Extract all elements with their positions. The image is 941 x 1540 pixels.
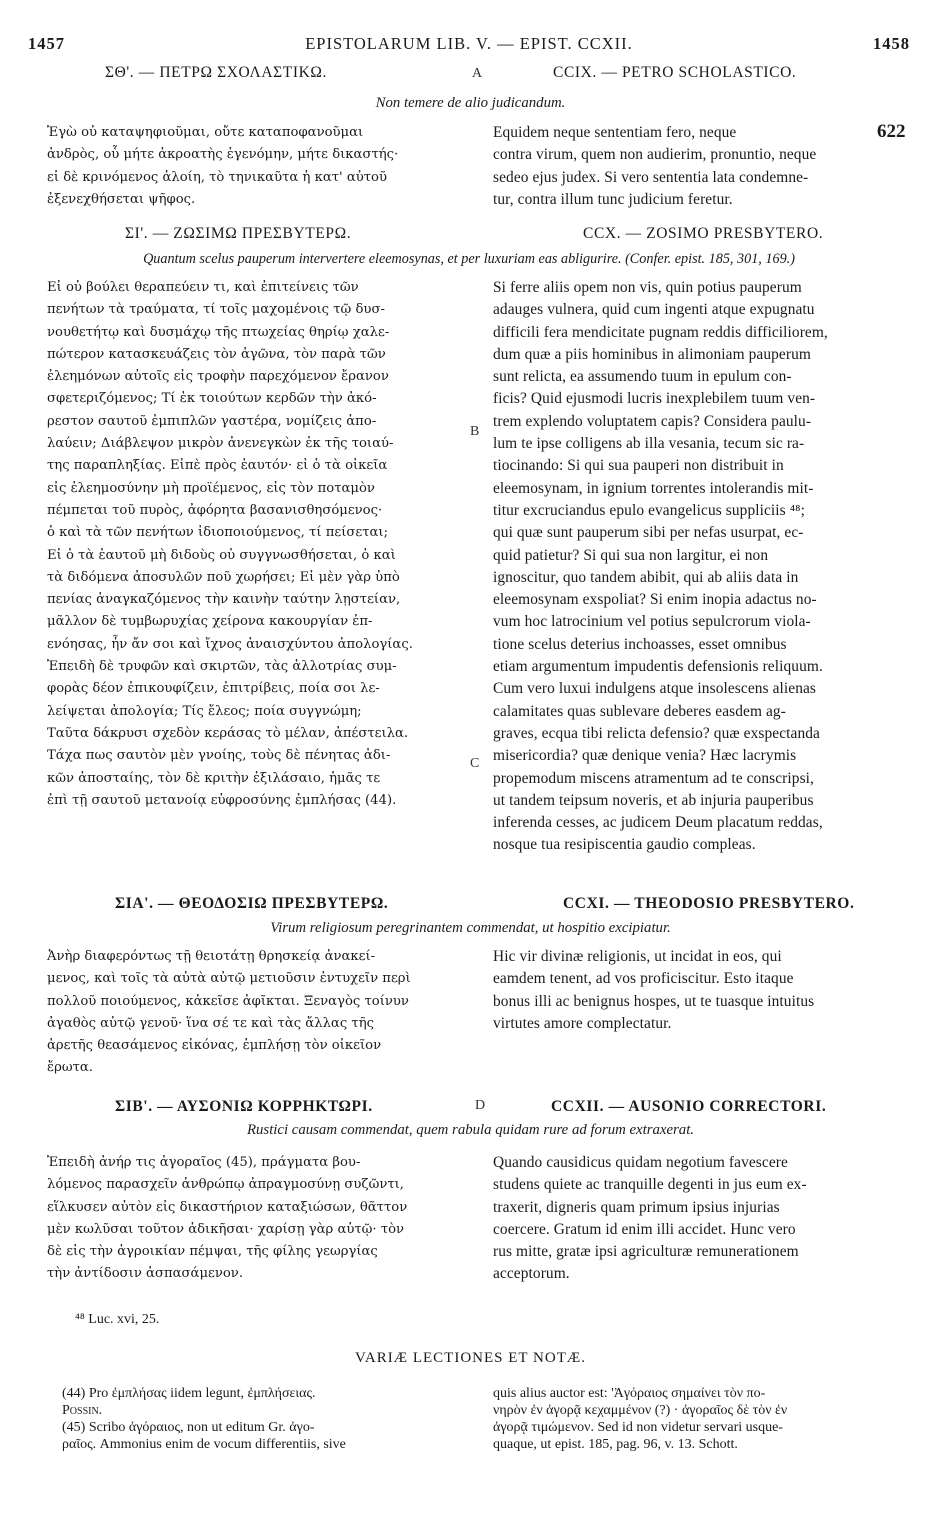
text-line: virtutes amore complectatur. [493,1014,672,1032]
note-line: quaque, ut epist. 185, pag. 96, v. 13. Schott. [493,1437,738,1452]
text-line: sedeo ejus judex. Si vero sententia lata condemne- [493,168,809,186]
notes-heading: VARIÆ LECTIONES ET NOTÆ. [355,1350,586,1366]
letter-212-latin-text [493,1152,903,1286]
text-line: adauges vulnera, quid cum ingenti atque expugnatu [493,301,815,319]
text-line: Εἰ οὐ βούλει θεραπεύειν τι, καὶ ἐπιτείνεις τῶν [47,280,359,295]
text-line: νουθετήτῳ καὶ δυσμάχῳ τῆς πτωχείας θηρίῳ χαλε- [47,324,390,340]
text-line: πενήτων τὰ τραύματα, τί τοῖς μαχομένοις τῷ δυσ- [47,302,385,318]
text-line: tione scelus deterius inchoasses, esset omnibus [493,635,787,653]
text-line: ἀγαθὸς αὐτῷ γενοῦ· ἵνα σέ τε καὶ τὰς ἄλλας τῆς [47,1015,374,1031]
text-line: μὲν κωλῦσαι τοῦτον ἀδικῆσαι· χαρίσῃ γὰρ αὐτῷ· τὸν [47,1221,405,1237]
letter-212-summary: Rustici causam commendat, quem rabula quidam rure ad forum extraxerat. [247,1122,694,1138]
text-line: λαύειν; Διάβλεψον μικρὸν ἀνενεγκὼν ἐκ τῆς τοιαύ- [47,436,394,452]
note-line: (45) Scribo ἀγόραιος, non ut editum Gr. ἀγο- [62,1420,315,1435]
text-line: Hic vir divinæ religionis, ut incidat in eos, qui [493,948,782,965]
text-line: Cum vero luxui indulgens atque insolescens alienas [493,680,817,698]
text-line: ἔρωτα. [47,1060,93,1076]
text-line: ut tandem teipsum noveris, et ab injuria pauperibus [493,791,814,809]
text-line: tiocinando: Si qui sua pauperi non distribuit in [493,457,784,475]
text-line: eamdem tenent, ad vos proficiscitur. Esto itaque [493,970,794,988]
margin-letter-c: C [470,756,480,771]
text-line: μᾶλλον δὲ τυμβωρυχίας χείρονα κακουργίαν ἐπ- [47,614,373,630]
text-line: λείψεται ἀπολογία; Τίς ἔλεος; ποία συγγνώμη; [47,703,362,719]
text-line: nosque tua resipiscentia gaudio compleas. [493,836,756,854]
text-line: ficis? Quid ejusmodi lucris inexplebilem tuum ven- [493,390,816,408]
footnote: ⁴⁸ Luc. xvi, 25. [75,1312,160,1327]
letter-211-greek-text [47,946,461,1080]
letter-211-latin-text [493,946,903,1035]
letter-209-greek-title: ΣΘ'. — ΠΕΤΡΩ ΣΧΟΛΑΣΤΙΚΩ. [105,64,328,81]
text-line: ὁ καὶ τὰ τῶν πενήτων ἰδιοποιούμενος, τί πείσεται; [47,525,389,541]
text-line: Τάχα πως σαυτὸν μὲν γνοίης, τοὺς δὲ πένητας ἀδι- [47,748,391,764]
text-line: εἰς ἐλεημοσύνην μὴ προϊέμενος, εἰς τὸν ποταμὸν [47,480,375,496]
text-line: graves, ecqua tibi relicta defensio? quæ exspectanda [493,724,820,742]
text-line: eleemosynam exspoliat? Si enim inopia adactus no- [493,591,817,609]
text-line: εἵλκυσεν αὐτὸν εἰς δικαστήριον καταξιώσων, θᾶττον [47,1199,408,1215]
text-line: Ἐγὼ οὐ καταψηφιοῦμαι, οὔτε καταποφανοῦμαι [47,125,364,140]
text-line: πώτερον κατασκευάζεις τὸν ἀγῶνα, τὸν παρὰ τῶν [47,346,386,362]
text-line: ἀρετῆς θεασάμενος εἰκόνας, ἐμπλήσῃ τὸν οἰκεῖον [47,1038,382,1054]
note-line: quis alius auctor est: 'Ἀγόραιος σημαίνει τὸν πο- [493,1386,766,1401]
letter-209-latin-text [493,122,873,211]
text-line: τὴν ἀντίδοσιν ἀσπασάμενον. [47,1266,244,1282]
text-line: lum te ipse colligens ab illa vesania, tecum sic ra- [493,435,805,453]
text-line: qui quæ sunt pauperum sibi per nefas usurpat, ec- [493,524,804,542]
column-number: 622 [877,121,906,142]
text-line: coercere. Gratum id enim illi accidet. Hunc vero [493,1220,796,1238]
letter-210-greek-text [47,277,461,812]
text-line: titur excruciandus epulo evangelicus suppliciis ⁴⁸; [493,501,806,519]
text-line: εἰ δὲ κρινόμενος ἁλοίη, τὸ τηνικαῦτα ἡ κατ' αὐτοῦ [47,169,388,185]
page-number-right: 1458 [873,34,910,53]
text-line: eleemosynam, in ignium torrentes intolerandis mit- [493,479,814,497]
text-line: ρεστον σαυτοῦ ἐμπιπλῶν γαστέρα, νομίζεις ἀπο- [47,413,377,429]
note-line: ραῖος. Ammonius enim de vocum differentiis, sive [62,1437,346,1452]
text-line: ignoscitur, quo tandem abibit, qui ab aliis data in [493,568,799,586]
text-line: ἐπὶ τῇ σαυτοῦ μετανοίᾳ εὐφροσύνης ἐμπλήσας (44). [47,792,397,808]
text-line: etiam argumentum impudentis defensionis reliquum. [493,658,823,676]
letter-212-latin-title: CCXII. — AUSONIO CORRECTORI. [551,1098,827,1115]
text-line: propemodum miscens atramentum ad te conscripsi, [493,769,814,787]
text-line: ἀνδρὸς, οὗ μήτε ἀκροατὴς ἐγενόμην, μήτε δικαστής· [47,147,399,163]
text-line: Quando causidicus quidam negotium favescere [493,1154,788,1171]
margin-letter-d: D [475,1098,486,1113]
text-line: contra virum, quem non audierim, pronuntio, neque [493,146,817,164]
text-line: Si ferre aliis opem non vis, quin potius pauperum [493,279,802,296]
text-line: σφετεριζόμενος; Τί ἐκ τοιούτων κερδῶν τὴν ἀκό- [47,391,377,407]
text-line: calamitates quas sublevare deberes easdem ag- [493,702,786,720]
margin-letter-b: B [470,424,480,439]
letter-211-summary: Virum religiosum peregrinantem commendat, ut hospitio excipiatur. [270,920,671,936]
text-line: πέμπεται τοῦ πυρὸς, ἀφόρητα βασανισθησόμενος· [47,502,383,518]
text-line: Ταῦτα δάκρυσι σχεδὸν κεράσας τὸ μέλαν, ἀπέστειλα. [47,725,409,741]
letter-210-latin-text [493,277,903,857]
running-title: EPISTOLARUM LIB. V. — EPIST. CCXII. [305,34,633,53]
note-line: Possin. [62,1403,103,1418]
text-line: Εἰ ὁ τὰ ἑαυτοῦ μὴ διδοὺς οὐ συγγνωσθήσεται, ὁ καὶ [47,547,396,563]
notes-right-column [493,1385,903,1453]
text-line: ενόησας, ἦν ἄν σοι καὶ ἴχνος ἀναισχύντου ἀπολογίας. [47,636,413,652]
text-line: sunt relicta, ea assumendo tuum in epulum con- [493,368,792,386]
text-line: Ἐπειδὴ δὲ τρυφῶν καὶ σκιρτῶν, τὰς ἀλλοτρίας συμ- [47,659,397,675]
text-line: τὰ διδόμενα ἀποσυλῶν ποῦ χωρήσει; Εἰ μὲν γὰρ ὑπὸ [47,569,400,585]
text-line: Ἐπειδὴ ἀνήρ τις ἀγοραῖος (45), πράγματα βου- [47,1155,361,1170]
text-line: πολλοῦ ποιούμενος, κἀκεῖσε ἀφῖκται. Ξεναγὸς τοίνυν [47,993,409,1009]
letter-212-greek-title: ΣΙΒ'. — ΑΥΣΟΝΙΩ ΚΟΡΡΗΚΤΩΡΙ. [115,1098,373,1115]
text-line: δὲ εἰς τὴν ἀγροικίαν πέμψαι, τῆς φίλης γεωργίας [47,1244,378,1260]
letter-211-greek-title: ΣΙΑ'. — ΘΕΟΔΟΣΙΩ ΠΡΕΣΒΥΤΕΡΩ. [115,895,389,912]
letter-209-greek-text [47,122,461,211]
letter-211-latin-title: CCXI. — THEODOSIO PRESBYTERO. [563,895,855,912]
note-line: (44) Pro ἐμπλήσας iidem legunt, ἐμπλήσειας. [62,1386,316,1401]
text-line: Equidem neque sententiam fero, neque [493,124,737,141]
letter-210-latin-title: CCX. — ZOSIMO PRESBYTERO. [583,225,824,242]
letter-209-summary: Non temere de alio judicandum. [375,95,566,111]
text-line: κῶν ἀποσταίης, τὸν δὲ κριτὴν ἐξιλάσαιο, ἡμᾶς τε [47,770,381,786]
letter-212-greek-text [47,1152,461,1286]
text-line: μενος, καὶ τοῖς τὰ αὐτὰ αὐτῷ μετιοῦσιν ἐντυχεῖν περὶ [47,971,411,987]
page-number-left: 1457 [28,34,65,53]
running-head [28,34,910,58]
note-line: νηρὸν ἐν ἀγορᾷ κεχαμμένον (?) · ἀγοραῖος δὲ τὸν ἐν [493,1403,788,1418]
text-line: λόμενος παρασχεῖν ἀνθρώπῳ ἀπραγμοσύνῃ συζῶντι, [47,1177,404,1193]
notes-left-column [62,1385,470,1453]
text-line: misericordia? quæ denique venia? Hæc lacrymis [493,747,797,765]
text-line: της παραπληξίας. Εἰπὲ πρὸς ἑαυτόν· εἰ ὁ τὰ οἰκεῖα [47,458,388,474]
text-line: Ἀνὴρ διαφερόντως τῇ θειοτάτῃ θρησκείᾳ ἀνακεί- [47,949,376,964]
text-line: quid patietur? Si qui sua non largitur, ei non [493,546,769,564]
text-line: trem explendo voluptatem capis? Considera paulu- [493,412,812,430]
text-line: vum hoc latrocinium vel potius sepulcrorum viola- [493,613,811,631]
text-line: tur, contra illum tunc judicium feretur. [493,190,733,208]
margin-letter-a: A [472,66,483,81]
text-line: ἐλεημόνων αὐτοῖς εἰς τροφὴν παρεχόμενον ἔρανον [47,369,389,385]
note-line: ἀγορᾷ τιμώμενον. Sed id non videtur servari usque- [493,1420,783,1435]
text-line: dum quæ a piis hominibus in alimoniam pauperum [493,345,811,363]
text-line: πενίας ἀναγκαζόμενος τὴν καινὴν ταύτην λῃστείαν, [47,592,401,608]
text-line: acceptorum. [493,1265,570,1283]
letter-210-summary: Quantum scelus pauperum intervertere eleemosynas, et per luxuriam eas abligurire. (Confer. epist. 185, 301, 169.) [143,251,795,267]
text-line: traxerit, digneris quam primum ipsius injurias [493,1198,780,1216]
text-line: bonus illi ac benignus hospes, ut te tuasque intuitus [493,992,815,1010]
letter-209-latin-title: CCIX. — PETRO SCHOLASTICO. [553,64,797,81]
text-line: ἐξενεχθήσεται ψῆφος. [47,191,196,207]
text-line: φορὰς δέον ἐπικουφίζειν, ἐπιτρίβεις, ποία σοι λε- [47,681,380,697]
letter-210-greek-title: ΣΙ'. — ΖΩΣΙΜΩ ΠΡΕΣΒΥΤΕΡΩ. [125,225,352,242]
text-line: rus mitte, gratæ ipsi agriculturæ remunerationem [493,1243,799,1261]
text-line: inferenda cesses, ac judicem Deum placatum reddas, [493,814,823,832]
text-line: studens quiete ac tranquille degenti in jus eum ex- [493,1176,807,1194]
text-line: difficili fera mendicitate pugnam reddis difficiliorem, [493,323,828,341]
